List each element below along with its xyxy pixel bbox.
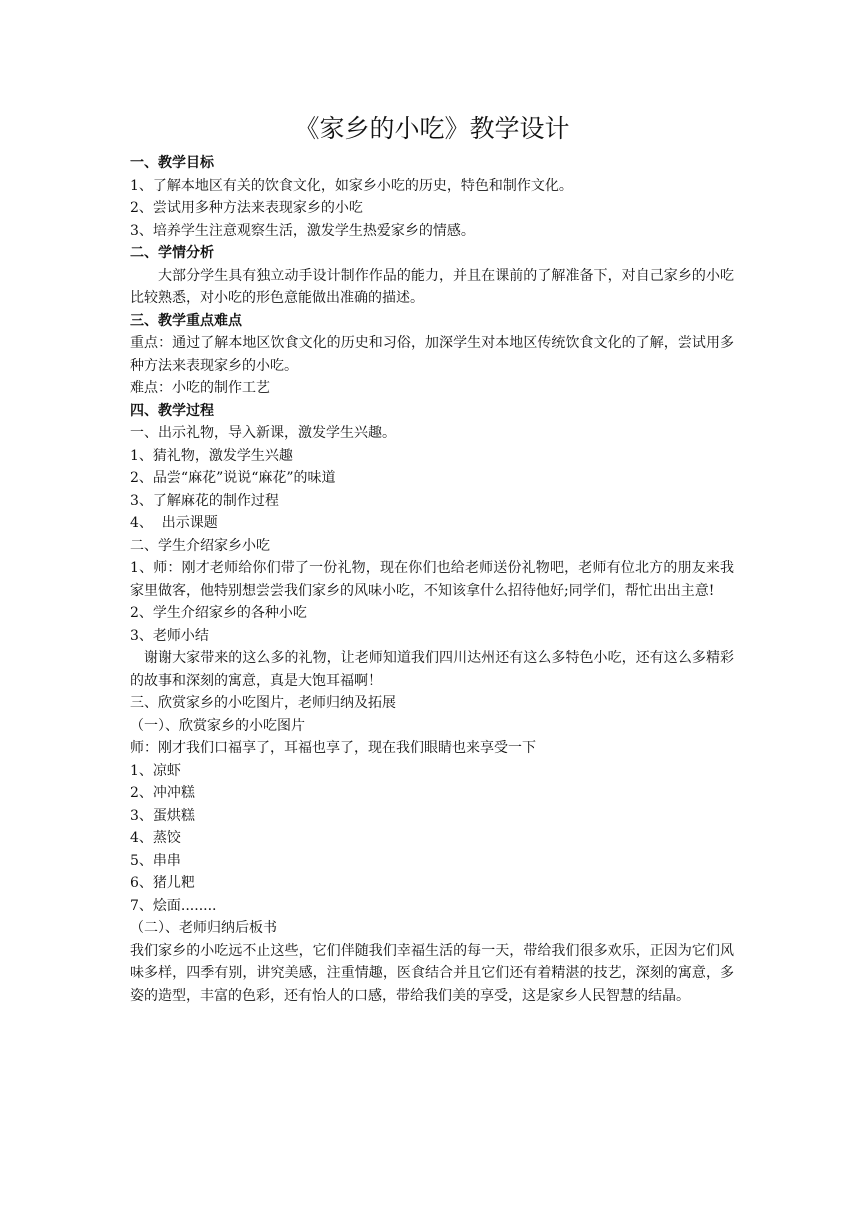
list-item: 5、串串 xyxy=(130,852,181,869)
teacher-line: 师：刚才我们口福享了，耳福也享了，现在我们眼睛也来享受一下 xyxy=(130,740,536,756)
section-heading-objectives: 一、教学目标 xyxy=(130,155,214,171)
list-item: 1、了解本地区有关的饮食文化，如家乡小吃的历史，特色和制作文化。 xyxy=(130,177,573,194)
section-heading-analysis: 二、学情分析 xyxy=(130,245,214,261)
list-item: 1、师：刚才老师给你们带了一份礼物，现在你们也给老师送份礼物吧，老师有位北方的朋友来我家里做客，他特别想尝尝我们家乡的风味小吃，不知该拿什么招待他好;同学们，帮忙出出主意! xyxy=(130,560,734,599)
document-page xyxy=(130,112,734,1007)
subsection-title: （二）、老师归纳后板书 xyxy=(130,920,277,936)
list-item: 2、学生介绍家乡的各种小吃 xyxy=(130,605,307,621)
list-item: 3、了解麻花的制作过程 xyxy=(130,492,279,509)
section-heading-keypoints: 三、教学重点难点 xyxy=(130,312,242,329)
analysis-paragraph: 大部分学生具有独立动手设计制作作品的能力，并且在课前的了解准备下，对自己家乡的小吃比较熟悉，对小吃的形色意能做出准确的描述。 xyxy=(130,267,734,306)
list-item: 4、 出示课题 xyxy=(130,515,218,531)
process-step-title: 一、出示礼物，导入新课，激发学生兴趣。 xyxy=(130,425,396,441)
list-item: 3、培养学生注意观察生活，激发学生热爱家乡的情感。 xyxy=(130,222,475,239)
section-heading-process: 四、教学过程 xyxy=(130,402,214,419)
list-item: 2、冲冲糕 xyxy=(130,785,195,801)
list-item: 2、尝试用多种方法来表现家乡的小吃 xyxy=(130,200,363,216)
document-title: 《家乡的小吃》教学设计 xyxy=(294,114,570,143)
difficulty-line: 难点：小吃的制作工艺 xyxy=(130,380,270,396)
subsection-title: （一）、欣赏家乡的小吃图片 xyxy=(130,717,305,734)
process-step-title: 三、欣赏家乡的小吃图片，老师归纳及拓展 xyxy=(130,695,396,711)
list-item: 4、蒸饺 xyxy=(130,830,181,846)
list-item: 2、品尝“麻花”说说“麻花”的味道 xyxy=(130,470,336,486)
list-item: 1、猜礼物，激发学生兴趣 xyxy=(130,447,293,464)
list-item: 3、蛋烘糕 xyxy=(130,807,195,824)
key-point-paragraph: 重点：通过了解本地区饮食文化的历史和习俗，加深学生对本地区传统饮食文化的了解，尝试用多种方法来表现家乡的小吃。 xyxy=(130,335,734,374)
list-item: 6、猪儿粑 xyxy=(130,875,195,891)
summary-paragraph: 谢谢大家带来的这么多的礼物，让老师知道我们四川达州还有这么多特色小吃，还有这么多精彩的故事和深刻的寓意，真是大饱耳福啊！ xyxy=(130,650,734,689)
process-step-title: 二、学生介绍家乡小吃 xyxy=(130,537,270,554)
conclusion-paragraph: 我们家乡的小吃远不止这些，它们伴随我们幸福生活的每一天，带给我们很多欢乐，正因为它们风味多样，四季有别，讲究美感，注重情趣，医食结合并且它们还有着精湛的技艺，深刻的寓意，多姿的造型，丰富的色彩，还有怡人的口感，带给我们美的享受，这是家乡人民智慧的结晶。 xyxy=(130,942,734,1004)
list-item: 7、烩面........ xyxy=(130,897,217,914)
list-item: 1、凉虾 xyxy=(130,762,181,779)
list-item: 3、老师小结 xyxy=(130,627,209,644)
